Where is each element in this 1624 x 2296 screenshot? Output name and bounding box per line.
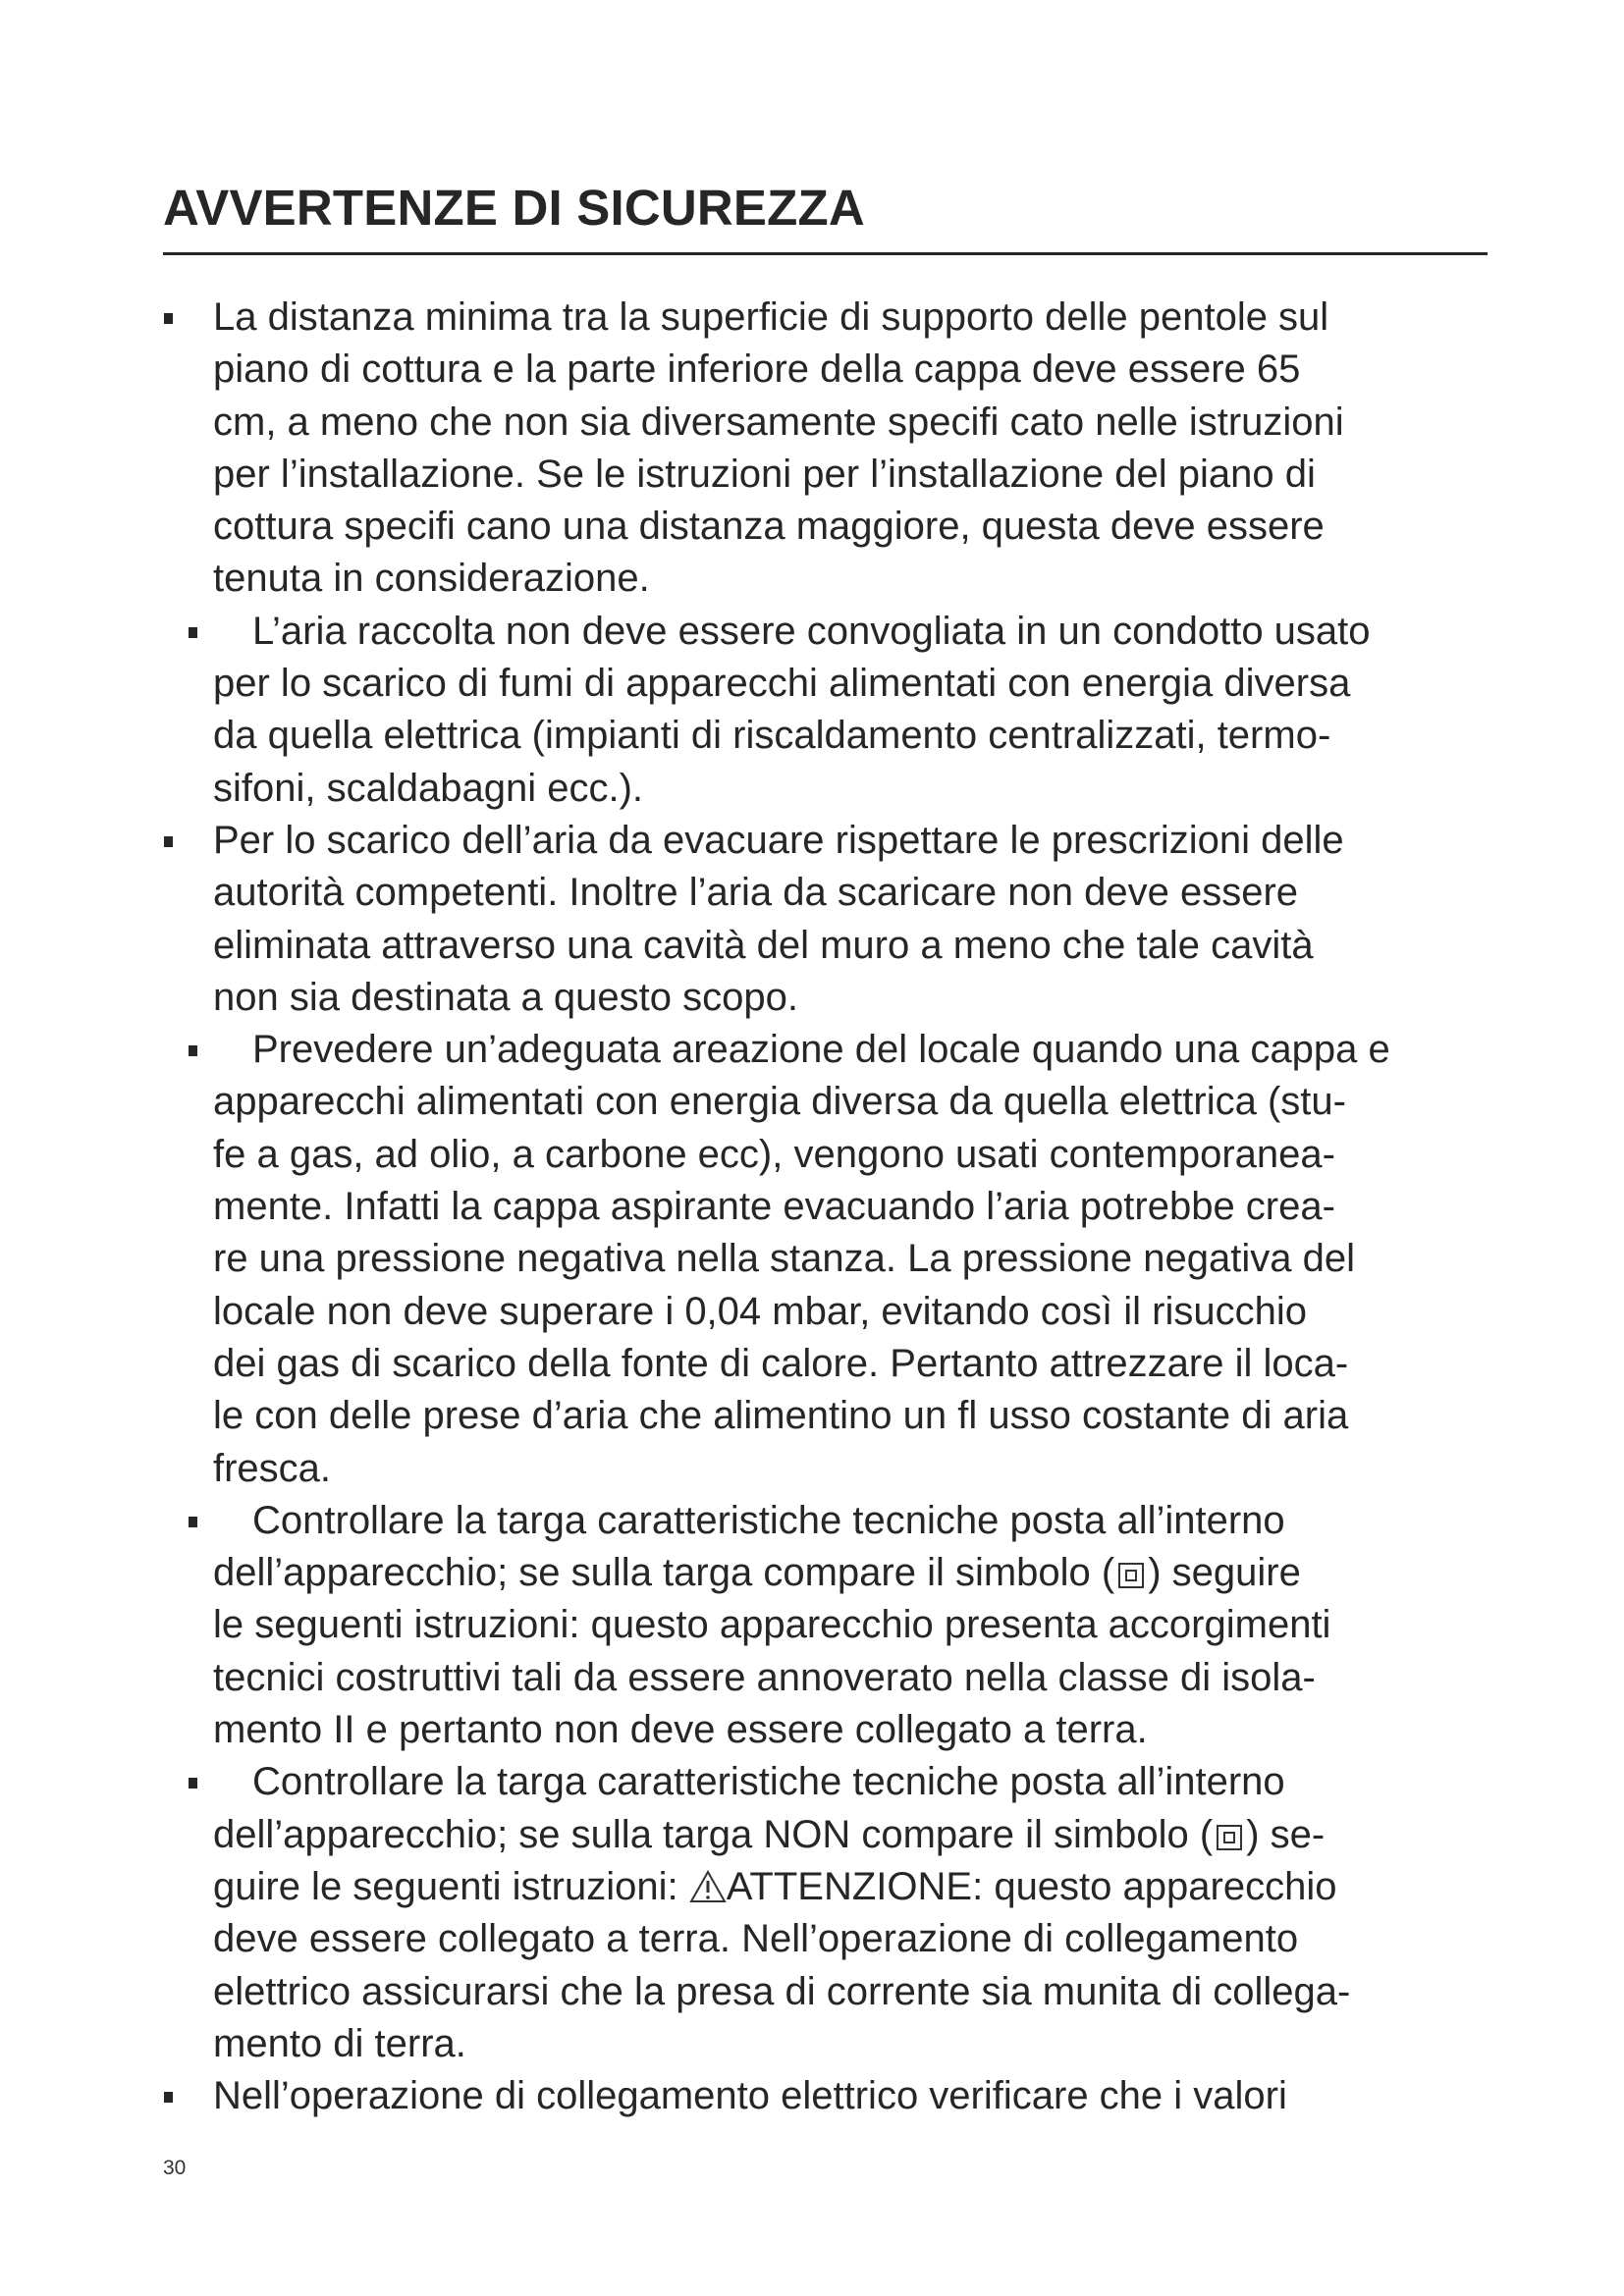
text-line: Per lo scarico dell’aria da evacuare rispettare le prescrizioni delle	[213, 818, 1344, 862]
list-item	[0, 1024, 1624, 1495]
text-line: sifoni, scaldabagni ecc.).	[213, 766, 644, 810]
bullet-icon	[164, 2092, 173, 2103]
text-line: le con delle prese d’aria che alimentino un fl usso costante di aria	[213, 1394, 1349, 1438]
text-line: re una pressione negativa nella stanza. La pressione negativa del	[213, 1237, 1356, 1281]
bullet-icon	[189, 627, 197, 638]
bullet-icon	[189, 1778, 197, 1789]
list-item	[0, 606, 1624, 815]
bullet-icon	[164, 313, 173, 324]
list-item	[0, 292, 1624, 606]
list-item	[0, 815, 1624, 1024]
text-fragment: dell’apparecchio; se sulla targa compare il simbolo (	[213, 1551, 1115, 1595]
text-line	[213, 1809, 1526, 1861]
text-line: da quella elettrica (impianti di riscaldamento centralizzati, termo-	[213, 714, 1331, 758]
text-line: mento II e pertanto non deve essere collegato a terra.	[213, 1708, 1148, 1752]
double-insulation-icon	[1118, 1563, 1144, 1588]
text-line: deve essere collegato a terra. Nell’operazione di collegamento	[213, 1917, 1299, 1961]
list-item	[0, 1495, 1624, 1756]
text-line: cottura specifi cano una distanza maggiore, questa deve essere	[213, 505, 1325, 549]
text-line: Prevedere un’adeguata areazione del locale quando una cappa e	[252, 1028, 1390, 1072]
text-line: mente. Infatti la cappa aspirante evacuando l’aria potrebbe crea-	[213, 1185, 1335, 1229]
text-line: eliminata attraverso una cavità del muro a meno che tale cavità	[213, 923, 1314, 967]
text-line: L’aria raccolta non deve essere convogliata in un condotto usato	[252, 609, 1371, 653]
text-fragment: ATTENZIONE: questo apparecchio	[726, 1864, 1337, 1908]
text-line: fresca.	[213, 1446, 332, 1490]
text-line: piano di cottura e la parte inferiore della cappa deve essere 65	[213, 347, 1301, 392]
text-fragment: ) se-	[1246, 1812, 1326, 1856]
text-line: Controllare la targa caratteristiche tecniche posta all’interno	[252, 1498, 1285, 1542]
text-line	[213, 1861, 1526, 1913]
page-number: 30	[163, 2157, 187, 2179]
page-title: AVVERTENZE DI SICUREZZA	[163, 180, 865, 236]
text-line: apparecchi alimentati con energia diversa da quella elettrica (stu-	[213, 1080, 1346, 1124]
text-line	[213, 1547, 1526, 1599]
text-line: le seguenti istruzioni: questo apparecchio presenta accorgimenti	[213, 1603, 1331, 1647]
text-line: elettrico assicurarsi che la presa di corrente sia munita di collega-	[213, 1969, 1351, 2013]
bullet-icon	[164, 836, 173, 847]
text-line: cm, a meno che non sia diversamente specifi cato nelle istruzioni	[213, 400, 1344, 444]
text-line: mento di terra.	[213, 2021, 466, 2065]
text-line: Nell’operazione di collegamento elettrico verificare che i valori	[213, 2074, 1287, 2118]
text-line: per lo scarico di fumi di apparecchi alimentati con energia diversa	[213, 662, 1351, 706]
text-fragment: dell’apparecchio; se sulla targa NON compare il simbolo (	[213, 1812, 1214, 1856]
bullet-icon	[189, 1045, 197, 1056]
text-line: tecnici costruttivi tali da essere annoverato nella classe di isola-	[213, 1655, 1316, 1699]
text-fragment: ) seguire	[1148, 1551, 1301, 1595]
text-line: non sia destinata a questo scopo.	[213, 975, 798, 1019]
text-line: locale non deve superare i 0,04 mbar, evitando così il risucchio	[213, 1289, 1307, 1333]
warning-triangle-icon	[689, 1870, 727, 1903]
double-insulation-icon	[1217, 1825, 1242, 1850]
text-line: fe a gas, ad olio, a carbone ecc), vengono usati contemporanea-	[213, 1132, 1335, 1176]
title-underline	[163, 252, 1488, 255]
text-line: tenuta in considerazione.	[213, 557, 650, 601]
safety-warnings-list	[0, 292, 1624, 2122]
list-item	[0, 1756, 1624, 2070]
text-line: dei gas di scarico della fonte di calore. Pertanto attrezzare il loca-	[213, 1341, 1349, 1385]
text-line: autorità competenti. Inoltre l’aria da scaricare non deve essere	[213, 871, 1299, 915]
text-fragment: guire le seguenti istruzioni:	[213, 1864, 678, 1908]
list-item	[0, 2070, 1624, 2122]
bullet-icon	[189, 1517, 197, 1527]
text-line: per l’installazione. Se le istruzioni per l’installazione del piano di	[213, 452, 1316, 496]
text-line: Controllare la targa caratteristiche tecniche posta all’interno	[252, 1760, 1285, 1804]
text-line: La distanza minima tra la superficie di supporto delle pentole sul	[213, 295, 1329, 339]
